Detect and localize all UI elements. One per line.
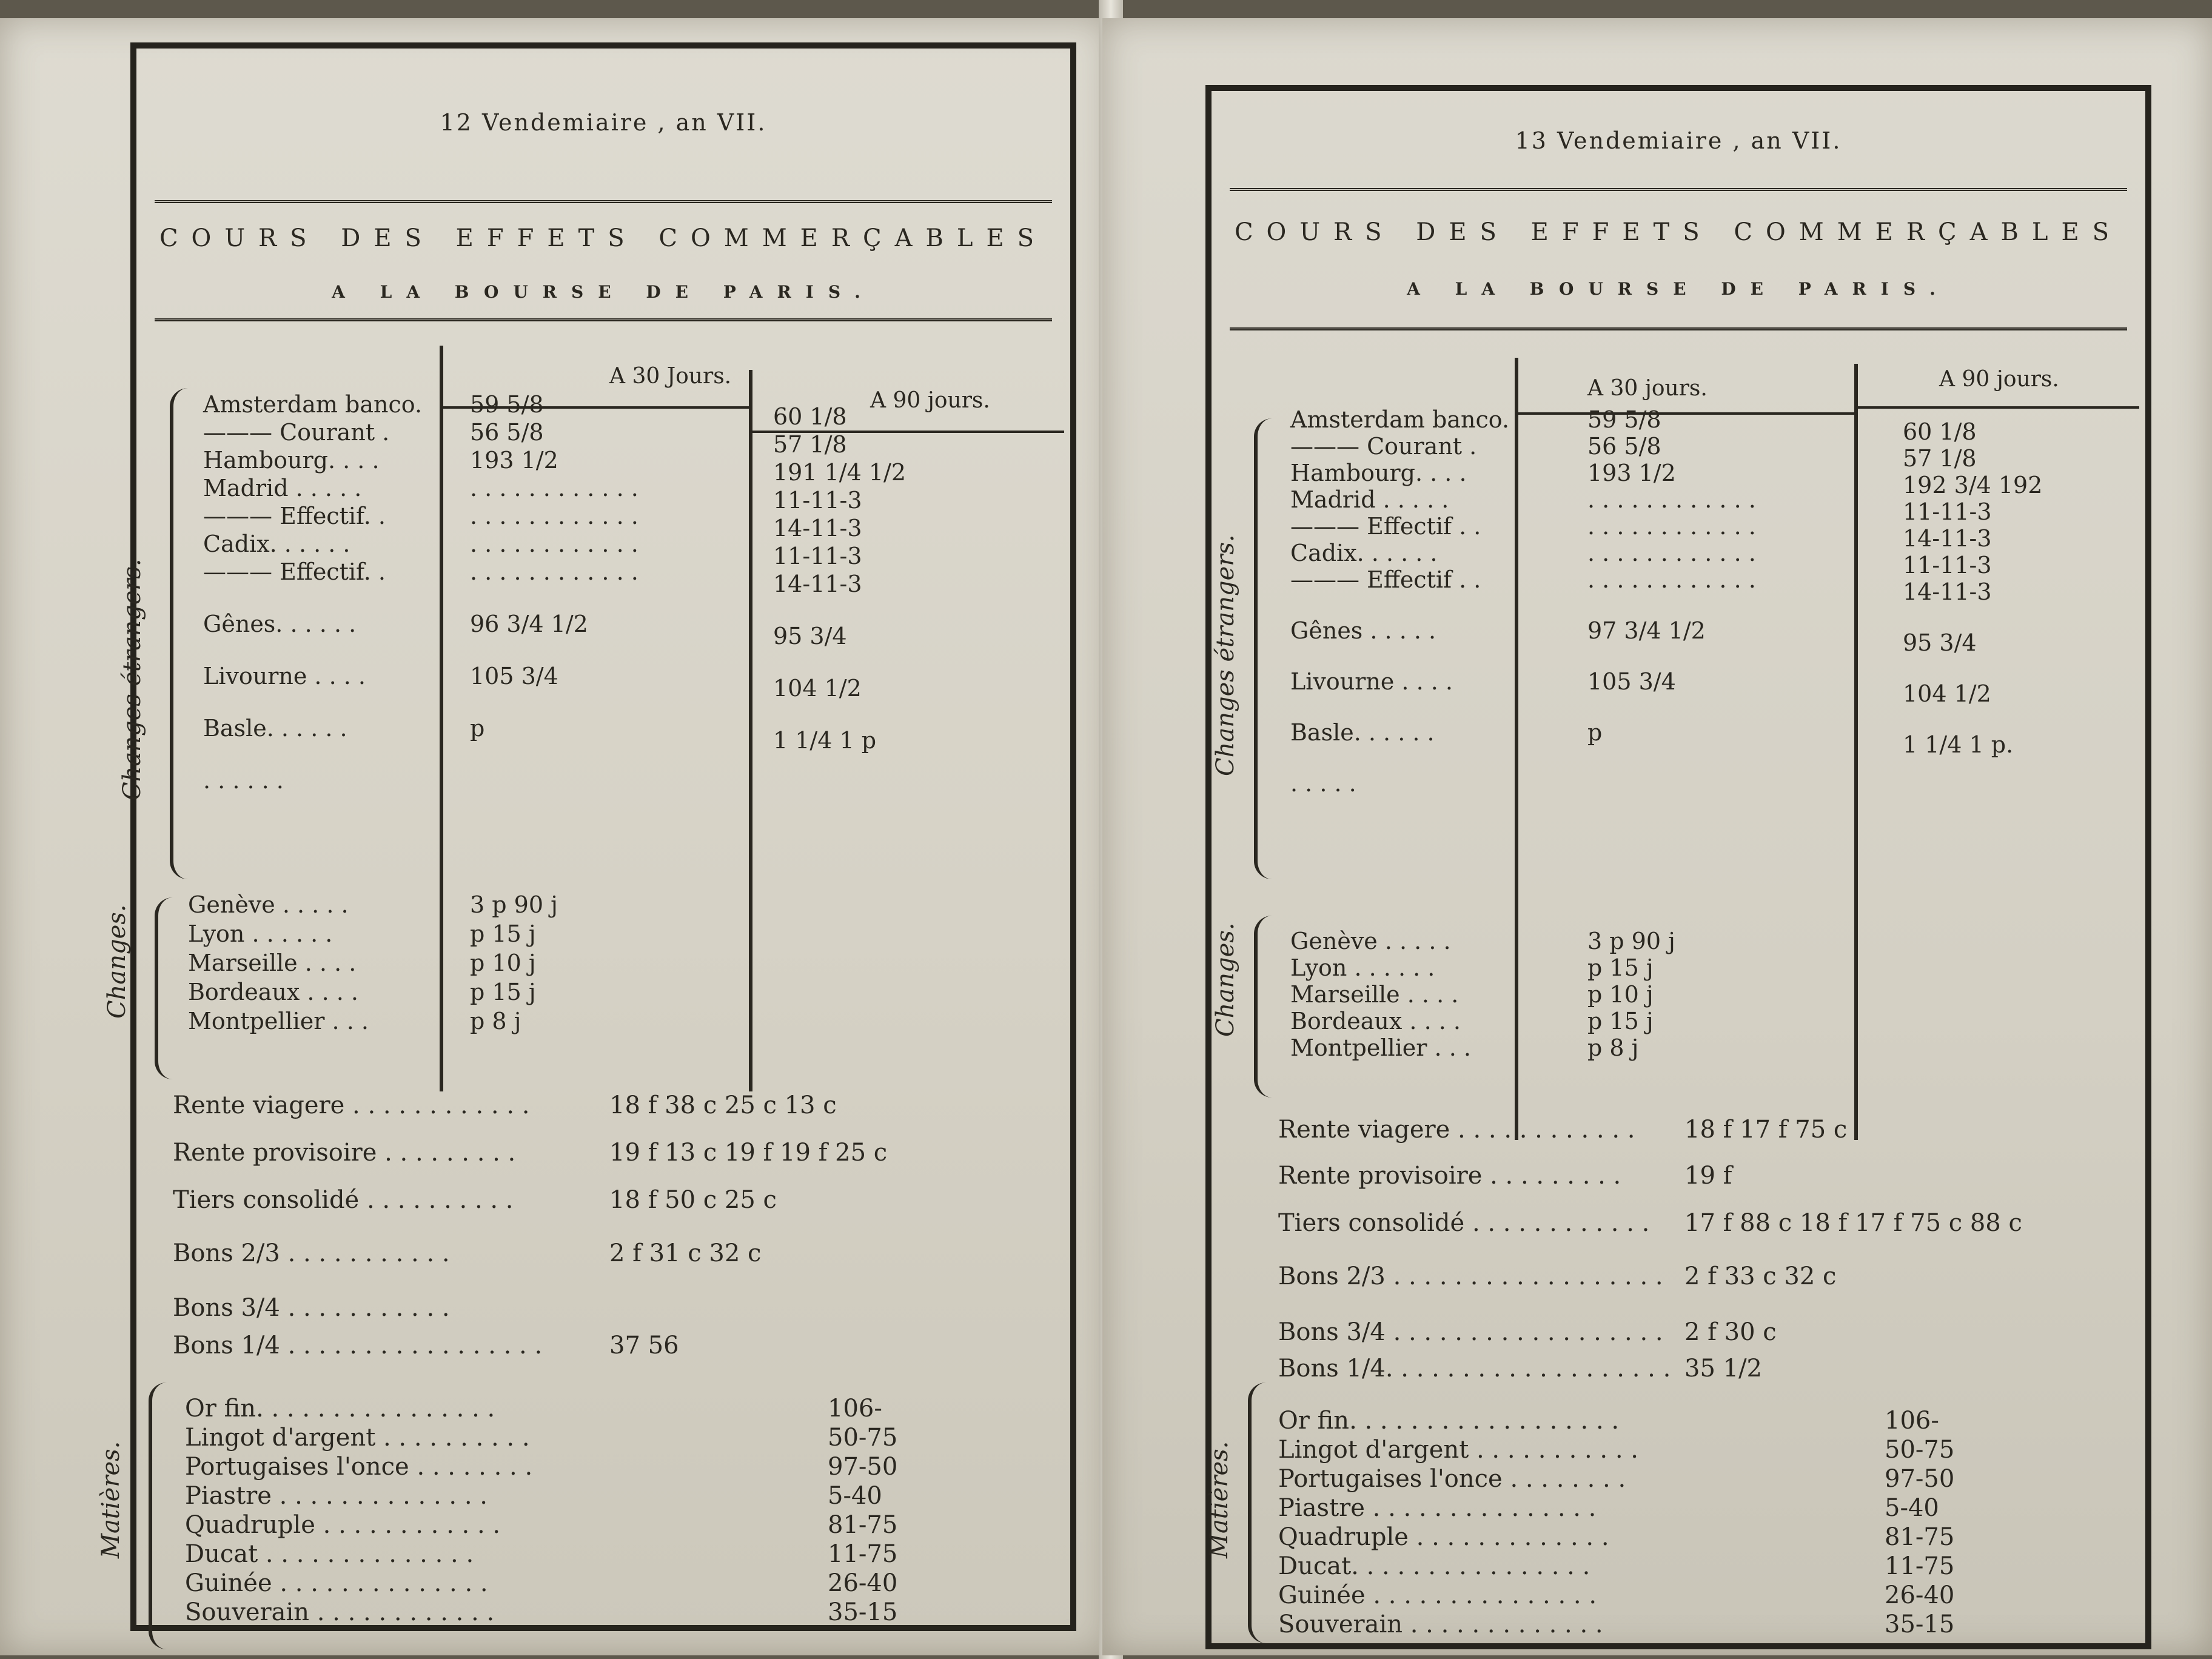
right-vline-1 <box>1515 358 1518 1140</box>
matiere-value: 26-40 <box>1885 1581 1955 1609</box>
domestic-label: Bordeaux . . . . <box>1290 1008 1461 1034</box>
matiere-value: 50-75 <box>828 1424 898 1452</box>
rente-label: Bons 2/3 . . . . . . . . . . . . . . . . . . <box>1278 1262 1663 1290</box>
matiere-label: Souverain . . . . . . . . . . . . <box>185 1598 495 1626</box>
matiere-value: 5-40 <box>828 1482 882 1510</box>
foreign-30-day-rate: p <box>470 715 485 742</box>
right-brace-matieres <box>1248 1382 1270 1643</box>
right-brace-domestic <box>1254 916 1276 1098</box>
rente-value: 2 f 31 c 32 c <box>609 1239 762 1267</box>
matiere-label: Piastre . . . . . . . . . . . . . . <box>185 1482 488 1510</box>
right-hline-2 <box>1854 406 2139 409</box>
foreign-label: . . . . . . <box>203 767 284 794</box>
right-title-rule <box>1230 327 2127 330</box>
rente-label: Rente provisoire . . . . . . . . . <box>173 1139 516 1167</box>
rente-value: 37 56 <box>609 1332 679 1359</box>
foreign-label: ——— Courant . <box>1290 433 1477 460</box>
foreign-90-day-rate: 104 1/2 <box>1903 680 1991 707</box>
rente-value: 18 f 38 c 25 c 13 c <box>609 1091 837 1119</box>
left-page <box>0 18 1110 1655</box>
right-page-header: 13 Vendemiaire , an VII. <box>1515 127 1842 154</box>
foreign-90-day-rate: 11-11-3 <box>1903 552 1992 578</box>
right-brace-foreign <box>1254 418 1276 879</box>
rente-value: 35 1/2 <box>1684 1355 1762 1382</box>
matiere-label: Guinée . . . . . . . . . . . . . . <box>185 1569 488 1597</box>
left-title: COURS DES EFFETS COMMERÇABLES <box>159 224 1048 252</box>
foreign-30-day-rate: 56 5/8 <box>1587 433 1661 460</box>
domestic-label: Montpellier . . . <box>188 1008 369 1034</box>
left-vline-2 <box>749 370 752 1091</box>
right-side-foreign: Changes étrangers. <box>1212 534 1239 776</box>
foreign-label: Cadix. . . . . . <box>1290 540 1438 566</box>
matiere-value: 11-75 <box>828 1540 898 1568</box>
left-subtitle: A LA BOURSE DE PARIS. <box>332 282 875 302</box>
matiere-label: Quadruple . . . . . . . . . . . . . <box>1278 1523 1609 1551</box>
foreign-label: Livourne . . . . <box>203 663 366 689</box>
foreign-90-day-rate: 95 3/4 <box>773 623 847 649</box>
rente-label: Rente viagere . . . . . . . . . . . . <box>173 1091 530 1119</box>
matiere-value: 81-75 <box>828 1511 898 1539</box>
foreign-90-day-rate: 1 1/4 1 p <box>773 727 877 754</box>
rente-label: Bons 1/4. . . . . . . . . . . . . . . . . . . <box>1278 1355 1671 1382</box>
matiere-label: Or fin. . . . . . . . . . . . . . . . . . <box>1278 1407 1620 1435</box>
foreign-label: Gênes . . . . . <box>1290 617 1436 644</box>
rente-label: Tiers consolidé . . . . . . . . . . <box>173 1186 514 1214</box>
foreign-90-day-rate: 95 3/4 <box>1903 629 1977 656</box>
right-hline-1 <box>1515 412 1854 415</box>
foreign-30-day-rate: . . . . . . . . . . . . <box>470 531 638 557</box>
foreign-30-day-rate: . . . . . . . . . . . . <box>470 475 638 501</box>
foreign-30-day-rate: 105 3/4 <box>470 663 558 689</box>
domestic-rate: 3 p 90 j <box>470 891 558 918</box>
foreign-label: Cadix. . . . . . <box>203 531 350 557</box>
foreign-90-day-rate: 57 1/8 <box>1903 445 1977 472</box>
matiere-label: Ducat . . . . . . . . . . . . . . <box>185 1540 474 1568</box>
left-brace-foreign <box>170 388 192 879</box>
matiere-label: Lingot d'argent . . . . . . . . . . <box>185 1424 530 1452</box>
right-page-frame <box>1205 85 2151 1649</box>
matiere-value: 81-75 <box>1885 1523 1955 1551</box>
foreign-label: Basle. . . . . . <box>203 715 347 742</box>
right-header-rule <box>1230 188 2127 191</box>
left-page-frame <box>97 42 1076 1631</box>
matiere-value: 26-40 <box>828 1569 898 1597</box>
domestic-label: Montpellier . . . <box>1290 1034 1471 1061</box>
rente-value: 19 f 13 c 19 f 19 f 25 c <box>609 1139 888 1167</box>
left-title-rule <box>155 318 1052 321</box>
rente-label: Bons 2/3 . . . . . . . . . . . <box>173 1239 450 1267</box>
rente-value: 2 f 30 c <box>1684 1318 1777 1346</box>
matiere-value: 5-40 <box>1885 1494 1939 1522</box>
foreign-90-day-rate: 1 1/4 1 p. <box>1903 731 2014 758</box>
right-subtitle: A LA BOURSE DE PARIS. <box>1407 279 1950 299</box>
domestic-rate: p 15 j <box>1587 954 1654 981</box>
domestic-rate: p 10 j <box>470 950 536 976</box>
matiere-value: 106- <box>1885 1407 1939 1435</box>
left-side-matieres: Matières. <box>97 1441 125 1558</box>
rente-value: 2 f 33 c 32 c <box>1684 1262 1837 1290</box>
left-brace-matieres <box>149 1382 170 1649</box>
foreign-label: Livourne . . . . <box>1290 668 1453 695</box>
left-col-30: A 30 Jours. <box>609 364 732 389</box>
foreign-90-day-rate: 14-11-3 <box>1903 578 1992 605</box>
rente-value: 18 f 17 f 75 c <box>1684 1116 1848 1144</box>
left-brace-domestic <box>155 897 176 1079</box>
matiere-value: 35-15 <box>828 1598 898 1626</box>
domestic-label: Lyon . . . . . . <box>1290 954 1435 981</box>
foreign-30-day-rate: 96 3/4 1/2 <box>470 611 588 637</box>
rente-label: Tiers consolidé . . . . . . . . . . . . <box>1278 1209 1650 1237</box>
foreign-30-day-rate: 59 5/8 <box>1587 406 1661 433</box>
matiere-value: 97-50 <box>828 1453 898 1481</box>
foreign-90-day-rate: 60 1/8 <box>1903 418 1977 445</box>
foreign-90-day-rate: 11-11-3 <box>773 543 862 569</box>
rente-label: Bons 3/4 . . . . . . . . . . . . . . . . . . <box>1278 1318 1663 1346</box>
matiere-label: Portugaises l'once . . . . . . . . <box>185 1453 533 1481</box>
matiere-value: 106- <box>828 1395 882 1423</box>
foreign-30-day-rate: 193 1/2 <box>1587 460 1676 486</box>
rente-value: 19 f <box>1684 1162 1732 1190</box>
domestic-rate: p 15 j <box>470 920 536 947</box>
foreign-30-day-rate: . . . . . . . . . . . . <box>1587 486 1756 513</box>
matiere-label: Guinée . . . . . . . . . . . . . . . <box>1278 1581 1597 1609</box>
rente-label: Rente provisoire . . . . . . . . . <box>1278 1162 1621 1190</box>
foreign-30-day-rate: . . . . . . . . . . . . <box>1587 540 1756 566</box>
foreign-label: Hambourg. . . . <box>1290 460 1467 486</box>
matiere-label: Portugaises l'once . . . . . . . . <box>1278 1465 1626 1493</box>
left-side-domestic: Changes. <box>103 904 131 1019</box>
foreign-30-day-rate: . . . . . . . . . . . . <box>470 558 638 585</box>
domestic-label: Bordeaux . . . . <box>188 979 358 1005</box>
rente-value: 18 f 50 c 25 c <box>609 1186 777 1214</box>
right-col-90: A 90 jours. <box>1939 367 2059 392</box>
rente-value: 17 f 88 c 18 f 17 f 75 c 88 c <box>1684 1209 2022 1237</box>
domestic-rate: p 15 j <box>470 979 536 1005</box>
domestic-rate: p 8 j <box>470 1008 521 1034</box>
domestic-rate: p 8 j <box>1587 1034 1639 1061</box>
foreign-label: Gênes. . . . . . <box>203 611 357 637</box>
right-col-30: A 30 jours. <box>1587 376 1708 401</box>
foreign-30-day-rate: 105 3/4 <box>1587 668 1676 695</box>
foreign-30-day-rate: 59 5/8 <box>470 391 544 418</box>
right-side-domestic: Changes. <box>1212 922 1239 1037</box>
domestic-label: Genève . . . . . <box>1290 928 1451 954</box>
foreign-label: Amsterdam banco. <box>1290 406 1510 433</box>
domestic-label: Marseille . . . . <box>1290 981 1459 1008</box>
foreign-label: ——— Effectif. . <box>203 558 386 585</box>
foreign-90-day-rate: 104 1/2 <box>773 675 862 702</box>
foreign-90-day-rate: 11-11-3 <box>1903 498 1992 525</box>
foreign-label: ——— Effectif . . <box>1290 513 1481 540</box>
right-side-matieres: Matières. <box>1205 1441 1233 1558</box>
foreign-30-day-rate: 193 1/2 <box>470 447 558 474</box>
foreign-label: ——— Courant . <box>203 419 390 446</box>
matiere-value: 35-15 <box>1885 1610 1955 1638</box>
matiere-value: 50-75 <box>1885 1436 1955 1464</box>
foreign-label: Amsterdam banco. <box>203 391 423 418</box>
left-col-90: A 90 jours. <box>870 388 990 413</box>
foreign-90-day-rate: 11-11-3 <box>773 487 862 514</box>
foreign-90-day-rate: 57 1/8 <box>773 431 847 458</box>
matiere-label: Souverain . . . . . . . . . . . . . <box>1278 1610 1603 1638</box>
domestic-rate: 3 p 90 j <box>1587 928 1675 954</box>
foreign-90-day-rate: 14-11-3 <box>773 515 862 541</box>
left-side-foreign: Changes étrangers. <box>118 558 146 800</box>
rente-label: Bons 3/4 . . . . . . . . . . . <box>173 1294 450 1322</box>
foreign-label: . . . . . <box>1290 770 1356 797</box>
foreign-30-day-rate: 56 5/8 <box>470 419 544 446</box>
matiere-label: Or fin. . . . . . . . . . . . . . . . <box>185 1395 495 1423</box>
matiere-value: 11-75 <box>1885 1552 1955 1580</box>
right-vline-2 <box>1854 364 1858 1140</box>
foreign-label: Basle. . . . . . <box>1290 719 1435 746</box>
foreign-90-day-rate: 14-11-3 <box>773 571 862 597</box>
rente-label: Bons 1/4 . . . . . . . . . . . . . . . . . <box>173 1332 543 1359</box>
rente-label: Rente viagere . . . . . . . . . . . . <box>1278 1116 1635 1144</box>
foreign-90-day-rate: 191 1/4 1/2 <box>773 459 907 486</box>
left-vline-1 <box>440 346 443 1091</box>
right-title: COURS DES EFFETS COMMERÇABLES <box>1234 218 2123 246</box>
domestic-label: Lyon . . . . . . <box>188 920 333 947</box>
matiere-label: Ducat. . . . . . . . . . . . . . . . <box>1278 1552 1590 1580</box>
foreign-30-day-rate: . . . . . . . . . . . . <box>1587 513 1756 540</box>
domestic-rate: p 15 j <box>1587 1008 1654 1034</box>
foreign-label: Hambourg. . . . <box>203 447 380 474</box>
matiere-value: 97-50 <box>1885 1465 1955 1493</box>
right-page <box>1102 18 2212 1655</box>
foreign-label: Madrid . . . . . <box>203 475 362 501</box>
foreign-30-day-rate: 97 3/4 1/2 <box>1587 617 1706 644</box>
matiere-label: Lingot d'argent . . . . . . . . . . . <box>1278 1436 1639 1464</box>
matiere-label: Piastre . . . . . . . . . . . . . . . <box>1278 1494 1597 1522</box>
foreign-30-day-rate: . . . . . . . . . . . . <box>470 503 638 529</box>
foreign-90-day-rate: 14-11-3 <box>1903 525 1992 552</box>
domestic-label: Genève . . . . . <box>188 891 349 918</box>
foreign-30-day-rate: . . . . . . . . . . . . <box>1587 566 1756 593</box>
domestic-label: Marseille . . . . <box>188 950 357 976</box>
foreign-90-day-rate: 192 3/4 192 <box>1903 472 2043 498</box>
foreign-90-day-rate: 60 1/8 <box>773 403 847 430</box>
left-page-header: 12 Vendemiaire , an VII. <box>440 109 767 136</box>
foreign-label: Madrid . . . . . <box>1290 486 1449 513</box>
foreign-label: ——— Effectif. . <box>203 503 386 529</box>
left-header-rule <box>155 200 1052 203</box>
foreign-30-day-rate: p <box>1587 719 1603 746</box>
foreign-label: ——— Effectif . . <box>1290 566 1481 593</box>
domestic-rate: p 10 j <box>1587 981 1654 1008</box>
matiere-label: Quadruple . . . . . . . . . . . . <box>185 1511 501 1539</box>
